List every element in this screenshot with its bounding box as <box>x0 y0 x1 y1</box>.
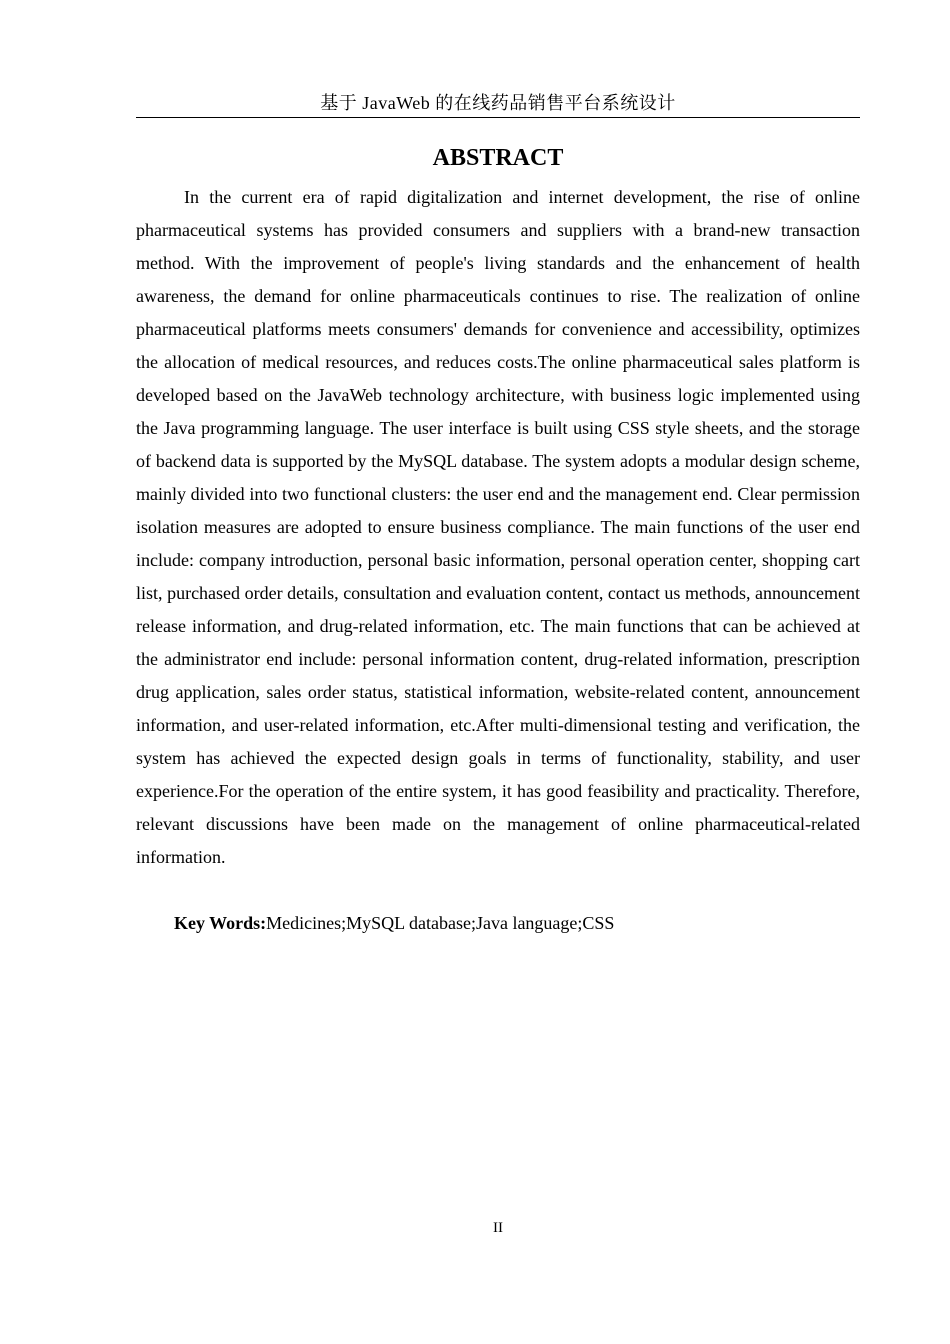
keywords-label: Key Words: <box>174 913 267 933</box>
page-number: II <box>493 1220 503 1236</box>
keywords-value: Medicines;MySQL database;Java language;CSS <box>266 913 615 933</box>
header-rule <box>136 117 860 118</box>
running-header-title: 基于 JavaWeb 的在线药品销售平台系统设计 <box>320 93 676 113</box>
abstract-body: In the current era of rapid digitalization and internet development, the rise of online pharmaceutical systems has provided consumers and suppliers with a brand-new transaction method. With the improvement of people's living standards and the enhancement of health awareness, the demand for online pharmaceuticals continues to rise. The realization of online pharmaceutical platforms meets consumers' demands for convenience and accessibility, optimizes the allocation of medical resources, and reduces costs.The online pharmaceutical sales platform is developed based on the JavaWeb technology architecture, with business logic implemented using the Java programming language. The user interface is built using CSS style sheets, and the storage of backend data is supported by the MySQL database. The system adopts a modular design scheme, mainly divided into two functional clusters: the user end and the management end. Clear permission isolation measures are adopted to ensure business compliance. The main functions of the user end include: company introduction, personal basic information, personal operation center, shopping cart list, purchased order details, consultation and evaluation content, contact us methods, announcement release information, and drug-related information, etc. The main functions that can be achieved at the administrator end include: personal information content, drug-related information, prescription drug application, sales order status, statistical information, website-related content, announcement information, and user-related information, etc.After multi-dimensional testing and verification, the system has achieved the expected design goals in terms of functionality, stability, and user experience.For the operation of the entire system, it has good feasibility and practicality. Therefore, relevant discussions have been made on the management of online pharmaceutical-related information. <box>136 187 860 867</box>
abstract-title: ABSTRACT <box>432 145 564 171</box>
keywords-line <box>174 907 860 940</box>
